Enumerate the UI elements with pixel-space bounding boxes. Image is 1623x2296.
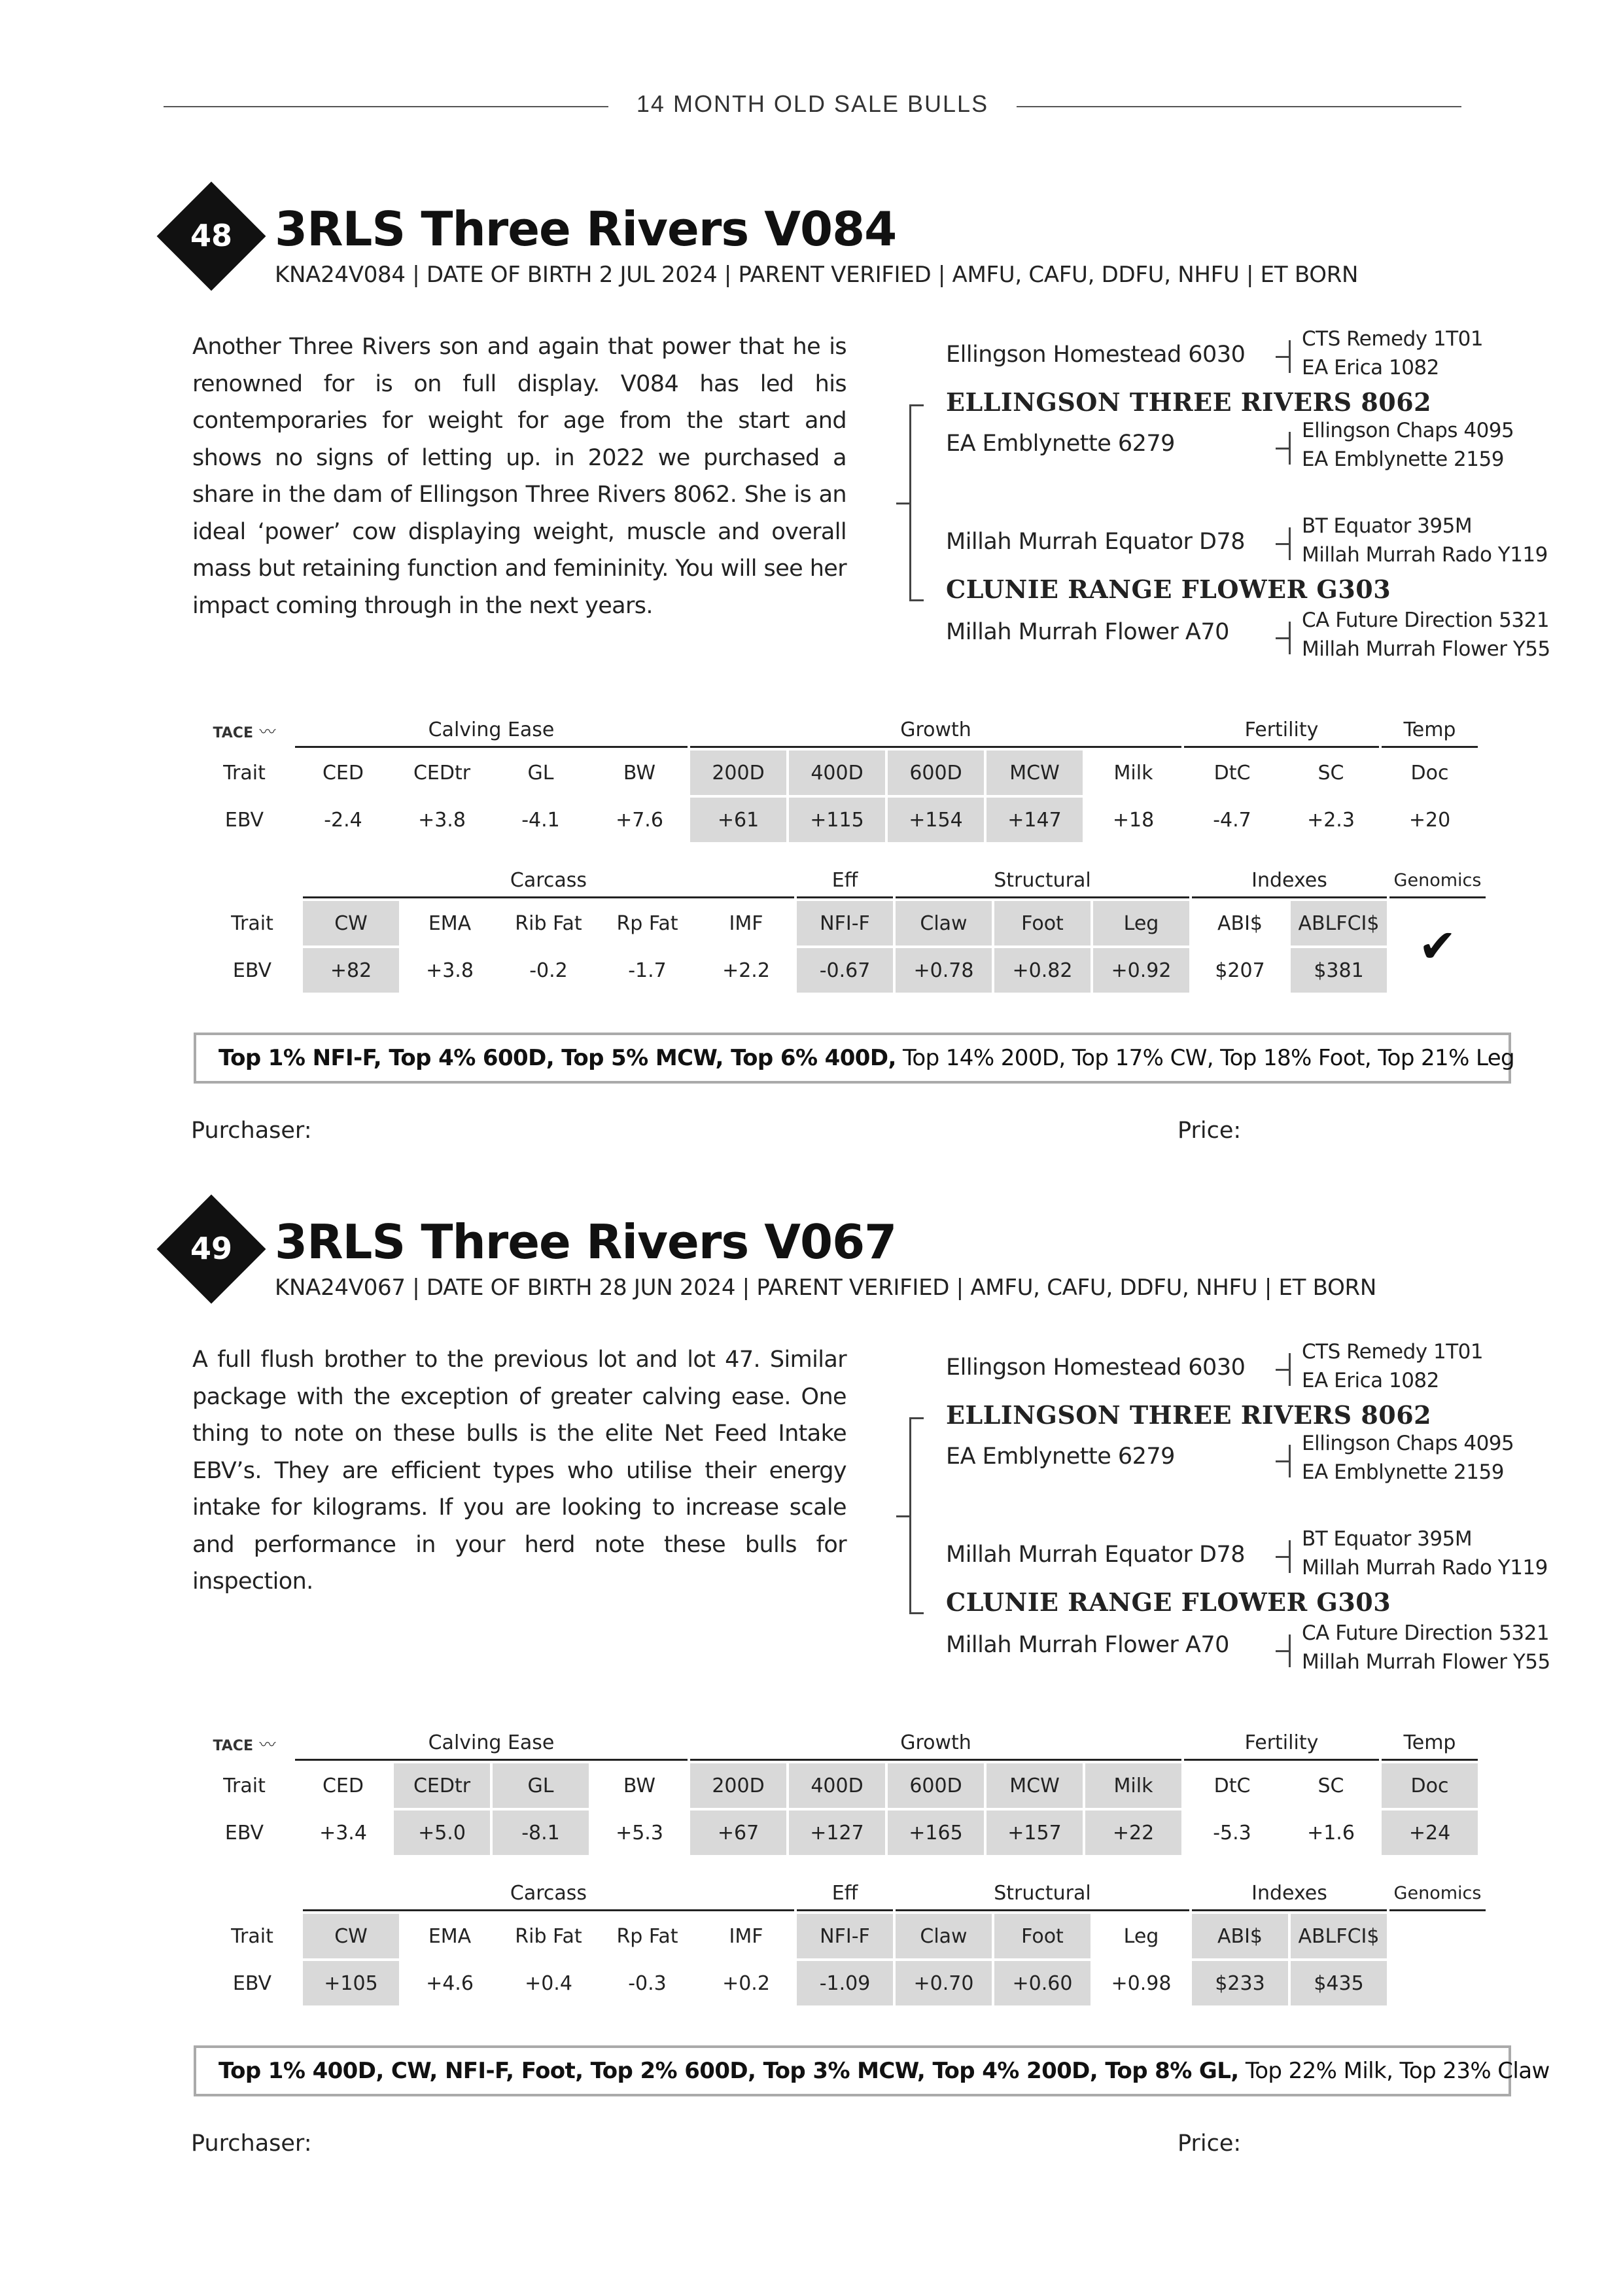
trait-cell: DtC (1213, 761, 1251, 785)
group-growth: Growth (690, 1726, 1181, 1761)
ebv-cell: -8.1 (493, 1810, 589, 1855)
summary-rest: Top 22% Milk, Top 23% Claw (1238, 2058, 1550, 2084)
group-carcass: Carcass (303, 1877, 794, 1911)
trait-cell: IMF (729, 911, 763, 935)
ebv-cell: +115 (789, 798, 885, 842)
pedigree-sire-sire: Ellingson Homestead 6030 (946, 1354, 1246, 1381)
ebv-cell: -4.1 (521, 808, 560, 832)
trait-cell: 600D (888, 1763, 984, 1808)
ebv-row (204, 1961, 1486, 2005)
group-indexes: Indexes (1192, 1877, 1387, 1911)
pedigree-dam-sire-dam: Millah Murrah Rado Y119 (1302, 543, 1548, 567)
top-percent-summary (194, 2045, 1550, 2096)
top-percent-summary (194, 1033, 1515, 1084)
ebv-cell: +0.82 (994, 948, 1091, 993)
ebv-group-row (204, 864, 1486, 898)
trait-cell: Trait (231, 1924, 273, 1948)
trait-cell: DtC (1213, 1774, 1251, 1797)
ebv-cell: +0.92 (1093, 948, 1189, 993)
trait-cell: NFI-F (797, 1914, 893, 1958)
ebv-cell: +127 (789, 1810, 885, 1855)
ebv-cell: +3.8 (426, 959, 474, 982)
lot-name: 3RLS Three Rivers V067 (275, 1214, 897, 1269)
group-temp: Temp (1382, 1726, 1478, 1761)
ebv-row (204, 948, 1486, 993)
trait-cell: ABI$ (1192, 1914, 1288, 1958)
ebv-cell: +154 (888, 798, 984, 842)
trait-cell: Trait (223, 1774, 266, 1797)
pedigree-sire: ELLINGSON THREE RIVERS 8062 (946, 1400, 1432, 1430)
trait-cell: CW (303, 901, 399, 945)
pedigree-dam-dam: Millah Murrah Flower A70 (946, 1632, 1229, 1658)
trait-cell: CEDtr (413, 761, 471, 785)
ebv-cell: EBV (224, 808, 264, 832)
pedigree-dam-dam: Millah Murrah Flower A70 (946, 619, 1229, 645)
ebv-cell: +22 (1085, 1810, 1181, 1855)
ebv-cell: +24 (1382, 1810, 1478, 1855)
trait-cell: Claw (896, 901, 992, 945)
trait-cell: Trait (223, 761, 266, 785)
pedigree-dam-dam-sire: CA Future Direction 5321 (1302, 609, 1550, 632)
page-header (164, 86, 1461, 126)
pedigree-dam-sire-dam: Millah Murrah Rado Y119 (1302, 1556, 1548, 1580)
ebv-group-row (204, 1877, 1486, 1911)
ebv-cell: +0.4 (525, 1971, 572, 1995)
group-eff: Eff (797, 1877, 893, 1911)
trait-cell: 400D (789, 1763, 885, 1808)
lot-subtitle: KNA24V067 | DATE OF BIRTH 28 JUN 2024 | PARENT VERIFIED | AMFU, CAFU, DDFU, NHFU | ET BORN (275, 1275, 1376, 1301)
group-indexes: Indexes (1192, 864, 1387, 898)
pedigree-sire-sire-sire: CTS Remedy 1T01 (1302, 1340, 1484, 1364)
ebv-cell: +18 (1112, 808, 1155, 832)
lot-subtitle: KNA24V084 | DATE OF BIRTH 2 JUL 2024 | PARENT VERIFIED | AMFU, CAFU, DDFU, NHFU | ET BORN (275, 262, 1359, 288)
ebv-cell: -2.4 (324, 808, 362, 832)
ebv-cell: +61 (690, 798, 786, 842)
group-eff: Eff (797, 864, 893, 898)
lot-name: 3RLS Three Rivers V084 (275, 202, 897, 256)
trait-cell: ABLFCI$ (1291, 1914, 1387, 1958)
ebv-cell: +0.60 (994, 1961, 1091, 2005)
pedigree-dam-sire: Millah Murrah Equator D78 (946, 1542, 1246, 1568)
header-title: 14 MONTH OLD SALE BULLS (636, 90, 989, 117)
trait-cell: Rib Fat (515, 1924, 582, 1948)
group-growth: Growth (690, 713, 1181, 748)
ebv-cell: +0.70 (896, 1961, 992, 2005)
pedigree-sire-dam-sire: Ellingson Chaps 4095 (1302, 419, 1514, 442)
trait-cell: Doc (1382, 1763, 1478, 1808)
trait-cell: Rp Fat (616, 1924, 678, 1948)
ebv-cell: -4.7 (1213, 808, 1251, 832)
trait-cell: ABLFCI$ (1291, 901, 1387, 945)
lot-number: 48 (190, 218, 232, 253)
trait-cell: 600D (888, 751, 984, 795)
lot-description: Another Three Rivers son and again that power that he is renowned for is on full display. V084 has led his contemporaries for weight for age from the start and shows no signs of letting up. in 2022 we purchased a share in the dam of Ellingson Three Rivers 8062. She is an ideal ‘power’ cow displaying weight, muscle and overall mass but retaining function and femininity. You will see her impact coming through in the next years. (192, 334, 846, 619)
pedigree-sire-sire: Ellingson Homestead 6030 (946, 342, 1246, 368)
pedigree-sire: ELLINGSON THREE RIVERS 8062 (946, 387, 1432, 417)
ebv-group-row (196, 713, 1478, 748)
ebv-row (196, 798, 1478, 842)
ebv-table-calving-growth (194, 1723, 1480, 1858)
trait-cell: IMF (729, 1924, 763, 1948)
trait-cell: ABI$ (1217, 911, 1263, 935)
ebv-row (196, 1810, 1478, 1855)
pedigree-dam-dam-sire: CA Future Direction 5321 (1302, 1621, 1550, 1645)
ebv-cell: $233 (1192, 1961, 1288, 2005)
ebv-cell: +0.78 (896, 948, 992, 993)
ebv-table-carcass-indexes (201, 861, 1488, 995)
trait-cell: Milk (1085, 1763, 1181, 1808)
ebv-cell: +82 (303, 948, 399, 993)
ebv-cell: $435 (1291, 1961, 1387, 2005)
genomics-check-icon: ✔ (1418, 919, 1457, 973)
trait-cell: BW (623, 1774, 656, 1797)
lot-description: A full flush brother to the previous lot and lot 47. Similar package with the exception of greater calving ease. One thing to note on these bulls is the elite Net Feed Intake EBV’s. They are efficient types who utilise their energy intake for kilograms. If you are looking to increase scale and performance in your herd note these bulls for inspection. (192, 1347, 846, 1595)
ebv-cell: +0.2 (722, 1971, 770, 1995)
summary-bold: Top 1% NFI-F, Top 4% 600D, Top 5% MCW, Top 6% 400D, (218, 1045, 896, 1071)
ebv-cell: EBV (224, 1821, 264, 1845)
purchaser-label: Purchaser: (191, 2130, 312, 2157)
summary-rest: Top 14% 200D, Top 17% CW, Top 18% Foot, Top 21% Leg (896, 1045, 1515, 1071)
ebv-table-carcass-indexes (201, 1874, 1488, 2008)
tace-logo: TACE 〰 (213, 722, 276, 741)
ebv-cell: -0.3 (628, 1971, 667, 1995)
ebv-cell: +2.3 (1307, 808, 1355, 832)
pedigree-sire-dam: EA Emblynette 6279 (946, 1443, 1175, 1470)
group-genomics: Genomics (1389, 864, 1486, 898)
trait-cell: EMA (428, 911, 472, 935)
lot-number: 49 (190, 1231, 232, 1266)
trait-cell: Milk (1113, 761, 1153, 785)
trait-cell: NFI-F (797, 901, 893, 945)
group-carcass: Carcass (303, 864, 794, 898)
pedigree-sire-dam-sire: Ellingson Chaps 4095 (1302, 1432, 1514, 1455)
group-structural: Structural (896, 864, 1189, 898)
ebv-cell: +7.6 (616, 808, 663, 832)
pedigree-dam: CLUNIE RANGE FLOWER G303 (946, 574, 1391, 604)
trait-row (196, 1763, 1478, 1808)
trait-cell: CED (322, 761, 364, 785)
pedigree-dam-sire-sire: BT Equator 395M (1302, 514, 1473, 538)
pedigree-dam-dam-dam: Millah Murrah Flower Y55 (1302, 1650, 1550, 1674)
price-label: Price: (1178, 1118, 1242, 1144)
pedigree (896, 1340, 1550, 1680)
group-calving-ease: Calving Ease (295, 713, 688, 748)
ebv-cell: EBV (232, 959, 272, 982)
trait-cell: GL (527, 761, 554, 785)
pedigree-dam-sire: Millah Murrah Equator D78 (946, 529, 1246, 555)
group-genomics: Genomics (1389, 1877, 1486, 1911)
ebv-cell: -0.2 (529, 959, 568, 982)
group-calving-ease: Calving Ease (295, 1726, 688, 1761)
tace-logo: TACE 〰 (213, 1735, 276, 1754)
header-rule-right (1017, 106, 1461, 107)
trait-cell: Trait (231, 911, 273, 935)
ebv-cell: +1.6 (1307, 1821, 1355, 1845)
pedigree-sire-sire-dam: EA Erica 1082 (1302, 1369, 1439, 1392)
trait-cell: MCW (986, 1763, 1083, 1808)
pedigree-sire-sire-dam: EA Erica 1082 (1302, 356, 1439, 380)
ebv-cell: EBV (232, 1971, 272, 1995)
trait-cell: Rib Fat (515, 911, 582, 935)
ebv-cell: -0.67 (797, 948, 893, 993)
trait-row (204, 901, 1486, 945)
trait-cell: Doc (1410, 761, 1449, 785)
trait-cell: Rp Fat (616, 911, 678, 935)
trait-cell: CED (322, 1774, 364, 1797)
purchaser-label: Purchaser: (191, 1118, 312, 1144)
group-fertility: Fertility (1184, 1726, 1379, 1761)
trait-cell: BW (623, 761, 656, 785)
trait-cell: 200D (690, 1763, 786, 1808)
ebv-cell: +3.8 (418, 808, 466, 832)
trait-cell: 200D (690, 751, 786, 795)
trait-cell: MCW (986, 751, 1083, 795)
pedigree-sire-sire-sire: CTS Remedy 1T01 (1302, 327, 1484, 351)
pedigree-sire-dam: EA Emblynette 6279 (946, 431, 1175, 457)
ebv-cell: +157 (986, 1810, 1083, 1855)
trait-cell: Foot (994, 901, 1091, 945)
price-label: Price: (1178, 2130, 1242, 2157)
pedigree-sire-dam-dam: EA Emblynette 2159 (1302, 448, 1504, 471)
trait-row (204, 1914, 1486, 1958)
pedigree (896, 327, 1550, 667)
trait-cell: EMA (428, 1924, 472, 1948)
ebv-cell: +67 (690, 1810, 786, 1855)
trait-cell: CEDtr (394, 1763, 490, 1808)
ebv-cell: +5.0 (394, 1810, 490, 1855)
trait-cell: Claw (896, 1914, 992, 1958)
group-structural: Structural (896, 1877, 1189, 1911)
ebv-cell: +4.6 (426, 1971, 474, 1995)
pedigree-dam: CLUNIE RANGE FLOWER G303 (946, 1587, 1391, 1617)
trait-cell: SC (1318, 1774, 1344, 1797)
trait-cell: SC (1318, 761, 1344, 785)
ebv-cell: -1.09 (797, 1961, 893, 2005)
ebv-cell: +147 (986, 798, 1083, 842)
trait-cell: CW (303, 1914, 399, 1958)
ebv-cell: $381 (1291, 948, 1387, 993)
pedigree-dam-sire-sire: BT Equator 395M (1302, 1527, 1473, 1551)
ebv-cell: +20 (1408, 808, 1451, 832)
trait-row (196, 751, 1478, 795)
ebv-cell: +3.4 (319, 1821, 367, 1845)
group-fertility: Fertility (1184, 713, 1379, 748)
summary-bold: Top 1% 400D, CW, NFI-F, Foot, Top 2% 600D, Top 3% MCW, Top 4% 200D, Top 8% GL, (218, 2058, 1239, 2084)
trait-cell: Leg (1093, 901, 1189, 945)
ebv-cell: +105 (303, 1961, 399, 2005)
pedigree-sire-dam-dam: EA Emblynette 2159 (1302, 1460, 1504, 1484)
trait-cell: Foot (994, 1914, 1091, 1958)
ebv-cell: +5.3 (616, 1821, 663, 1845)
group-temp: Temp (1382, 713, 1478, 748)
ebv-cell: +0.98 (1111, 1971, 1172, 1995)
ebv-cell: -1.7 (628, 959, 667, 982)
pedigree-dam-dam-dam: Millah Murrah Flower Y55 (1302, 637, 1550, 661)
trait-cell: GL (493, 1763, 589, 1808)
ebv-cell: -5.3 (1213, 1821, 1251, 1845)
ebv-table-calving-growth (194, 711, 1480, 845)
ebv-cell: +165 (888, 1810, 984, 1855)
trait-cell: Leg (1123, 1924, 1159, 1948)
ebv-cell: +2.2 (722, 959, 770, 982)
ebv-group-row (196, 1726, 1478, 1761)
ebv-cell: $207 (1215, 959, 1265, 982)
trait-cell: 400D (789, 751, 885, 795)
